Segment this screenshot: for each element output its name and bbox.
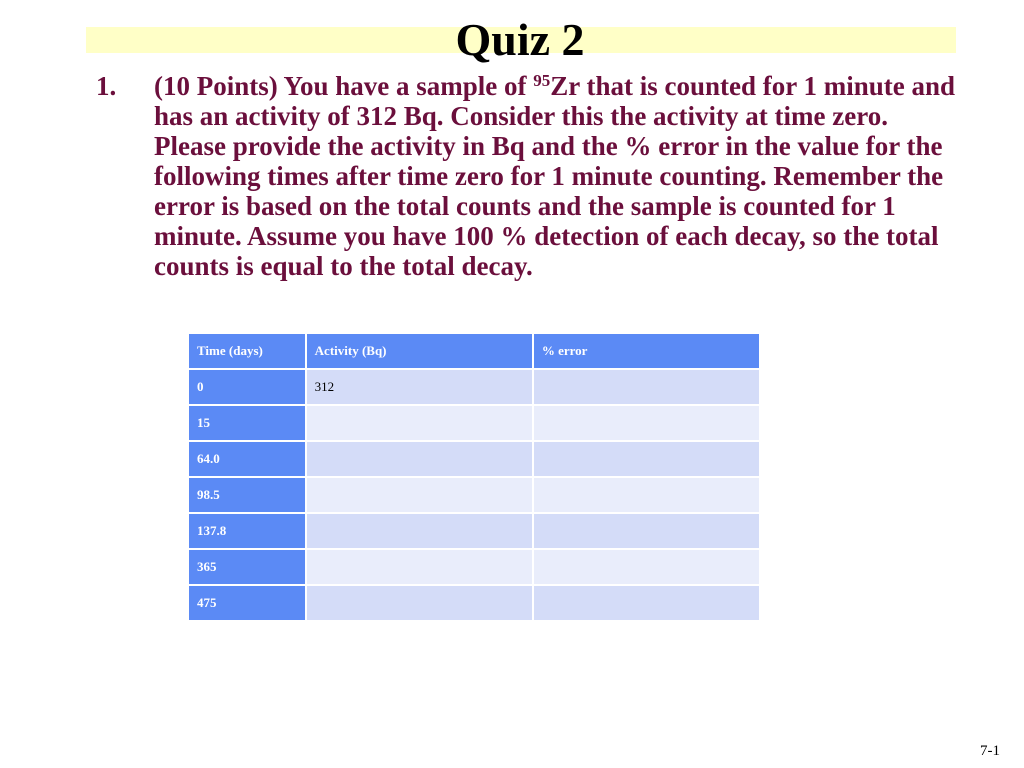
time-cell: 0 [188,369,306,405]
activity-cell[interactable] [306,405,533,441]
page-number: 7-1 [980,743,1000,759]
question-text [154,71,959,281]
time-cell: 64.0 [188,441,306,477]
question-number: 1. [96,71,117,101]
table-row [188,549,760,585]
question-text-start: (10 Points) You have a sample of [154,71,534,101]
time-cell: 365 [188,549,306,585]
isotope-mass-number: 95 [533,71,551,90]
activity-cell[interactable] [306,441,533,477]
answer-table [187,332,761,622]
activity-cell[interactable] [306,549,533,585]
error-cell[interactable] [533,549,760,585]
time-cell: 15 [188,405,306,441]
error-cell[interactable] [533,441,760,477]
table-row [188,405,760,441]
activity-cell[interactable]: 312 [306,369,533,405]
error-cell[interactable] [533,477,760,513]
header-activity: Activity (Bq) [306,333,533,369]
table-header-row [188,333,760,369]
activity-cell[interactable] [306,585,533,621]
header-time: Time (days) [188,333,306,369]
activity-cell[interactable] [306,477,533,513]
table-row [188,585,760,621]
header-error: % error [533,333,760,369]
error-cell[interactable] [533,585,760,621]
time-cell: 475 [188,585,306,621]
table-row [188,513,760,549]
time-cell: 137.8 [188,513,306,549]
error-cell[interactable] [533,369,760,405]
table-row [188,369,760,405]
table-row [188,477,760,513]
activity-cell[interactable] [306,513,533,549]
table-row [188,441,760,477]
slide-title: Quiz 2 [455,14,585,65]
error-cell[interactable] [533,513,760,549]
error-cell[interactable] [533,405,760,441]
question-text-rest: Zr that is counted for 1 minute and has an activity of 312 Bq. Consider this the activity at time zero. Please provide the activity in Bq and the % error in the value for the following times after time zero for 1 minute counting. Remember the error is based on the total counts and the sample is counted for 1 minute. Assume you have 100 % detection of each decay, so the total counts is equal to the total decay. [154,71,956,281]
time-cell: 98.5 [188,477,306,513]
